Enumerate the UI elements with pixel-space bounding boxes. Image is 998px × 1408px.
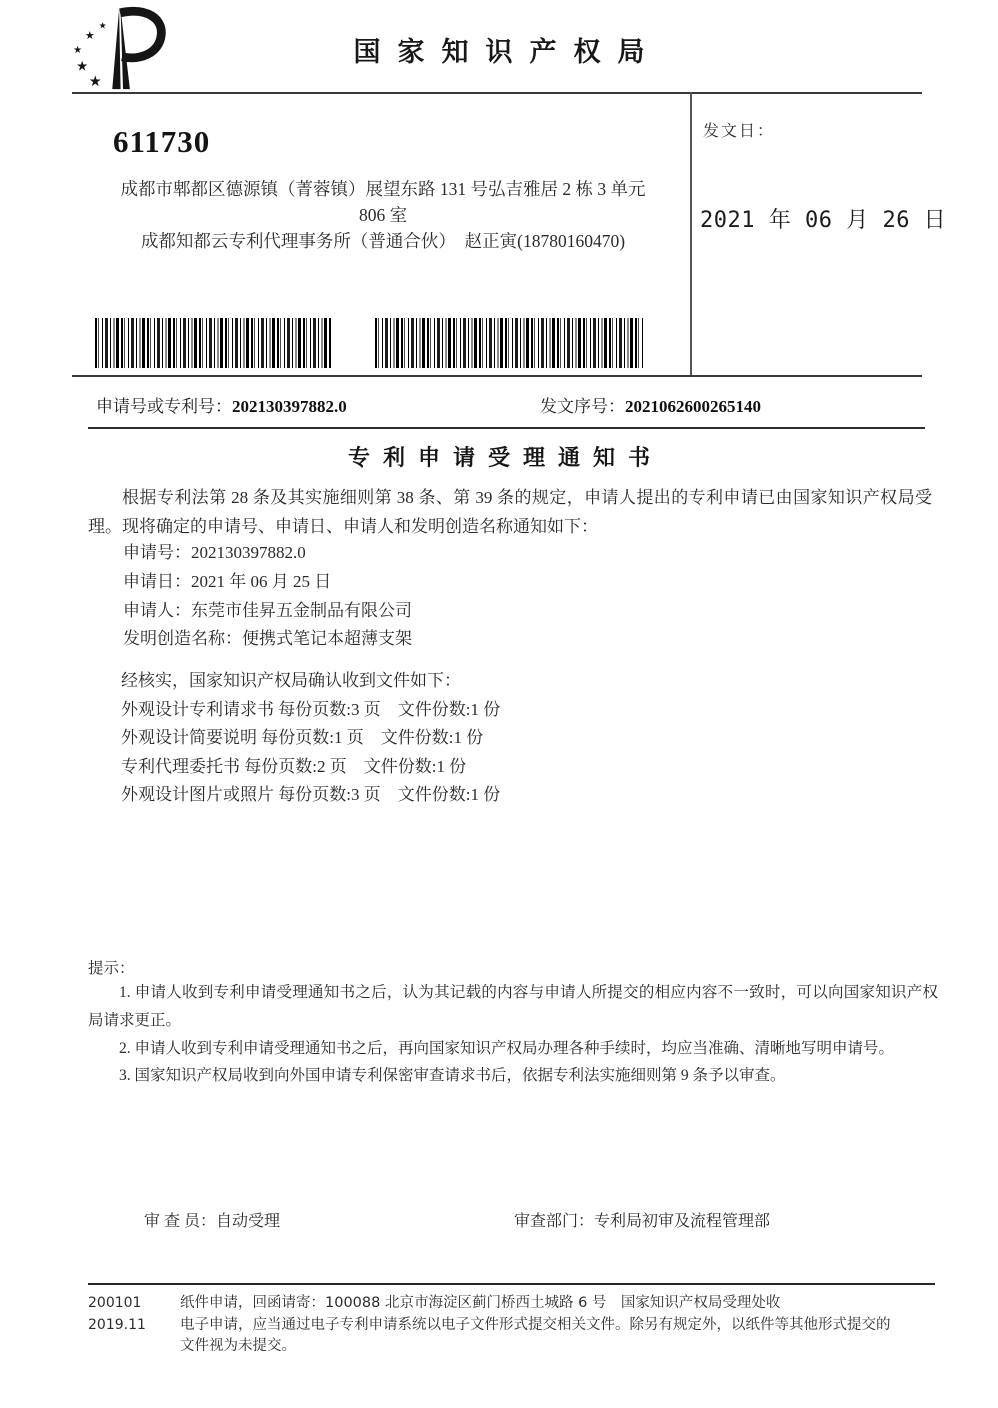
detail-applicant: 申请人：东莞市佳昇五金制品有限公司 [123, 600, 412, 620]
examiner-value: 自动受理 [216, 1213, 281, 1230]
notice-intro-paragraph: 根据专利法第 28 条及其实施细则第 38 条、第 39 条的规定，申请人提出的专利申请已由国家知识产权局受理。现将确定的申请号、申请日、申请人和发明创造名称通知如下： [88, 488, 932, 536]
received-file-item: 外观设计专利请求书 每份页数:3 页 文件份数:1 份 [121, 699, 501, 719]
barcode-application-number [95, 318, 331, 368]
application-number-value: 202130397882.0 [232, 397, 347, 416]
examiner-label: 审 查 员： [144, 1213, 217, 1230]
detail-invention-title: 发明创造名称：便携式笔记本超薄支架 [123, 629, 412, 649]
numbers-divider [88, 427, 925, 429]
barcode-serial-number [375, 318, 645, 368]
dispatch-date-value: 2021 年 06 月 26 日 [700, 208, 947, 233]
tip-item-2: 2. 申请人收到专利申请受理通知书之后，再向国家知识产权局办理各种手续时，均应当准确、清晰地写明申请号。 [119, 1039, 895, 1057]
tips-label: 提示： [88, 960, 135, 977]
logo-star-icon: ★ [98, 20, 107, 31]
received-file-item: 外观设计图片或照片 每份页数:3 页 文件份数:1 份 [121, 785, 501, 805]
postal-code: 611730 [113, 124, 211, 159]
logo-star-icon: ★ [84, 30, 95, 43]
application-number-row [96, 392, 347, 417]
application-number-label: 申请号或专利号： [96, 397, 232, 416]
received-files-list [121, 667, 500, 810]
form-code-block [88, 1293, 146, 1336]
received-file-item: 外观设计简要说明 每份页数:1 页 文件份数:1 份 [121, 728, 484, 748]
recipient-address [88, 176, 678, 254]
address-line-2: 806 室 [358, 205, 408, 225]
footer-instructions [180, 1293, 940, 1358]
department-label: 审查部门： [514, 1213, 595, 1230]
examiner-row [144, 1208, 280, 1231]
tips-list [88, 979, 938, 1090]
detail-application-number: 申请号：202130397882.0 [123, 543, 306, 562]
form-code: 200101 [88, 1295, 142, 1311]
agency-title: 国家知识产权局 [353, 37, 662, 67]
agent-line: 成都知都云专利代理事务所（普通合伙） 赵正寅(18780160470) [140, 231, 626, 251]
serial-number-label: 发文序号： [540, 397, 625, 416]
header-divider [72, 92, 922, 94]
footer-line-3: 文件视为未提交。 [180, 1338, 296, 1354]
serial-number-row [540, 392, 761, 417]
footer-line-2: 电子申请，应当通过电子专利申请系统以电子文件形式提交相关文件。除另有规定外，以纸件等其他形式提交的 [180, 1316, 891, 1333]
dispatch-date-label: 发文日： [703, 123, 776, 140]
logo-star-icon: ★ [88, 74, 102, 91]
notice-title: 专利申请受理通知书 [347, 445, 663, 470]
department-value: 专利局初审及流程管理部 [594, 1213, 771, 1230]
address-line-1: 成都市郫都区德源镇（菁蓉镇）展望东路 131 号弘吉雅居 2 栋 3 单元 [120, 179, 646, 199]
section-divider [72, 375, 922, 377]
logo-star-icon: ★ [73, 44, 82, 56]
serial-number-value: 2021062600265140 [625, 397, 761, 416]
tip-item-3: 3. 国家知识产权局收到向外国申请专利保密审查请求书后，依据专利法实施细则第 9 条予以审查。 [119, 1067, 786, 1085]
form-version: 2019.11 [88, 1316, 146, 1333]
footer-divider [88, 1283, 935, 1285]
received-file-item: 专利代理委托书 每份页数:2 页 文件份数:1 份 [121, 756, 467, 776]
detail-application-date: 申请日：2021 年 06 月 25 日 [123, 571, 332, 591]
footer-line-1: 纸件申请，回函请寄：100088 北京市海淀区蓟门桥西土城路 6 号 国家知识产权局受理处收 [180, 1295, 781, 1311]
dispatch-box-divider [690, 92, 692, 377]
logo-star-icon: ★ [76, 58, 89, 74]
department-row [514, 1208, 770, 1231]
application-details-list [123, 539, 412, 654]
received-files-intro: 经核实，国家知识产权局确认收到文件如下： [121, 671, 461, 690]
tip-item-1: 1. 申请人收到专利申请受理通知书之后，认为其记载的内容与申请人所提交的相应内容不一致时，可以向国家知识产权局请求更正。 [88, 984, 938, 1029]
